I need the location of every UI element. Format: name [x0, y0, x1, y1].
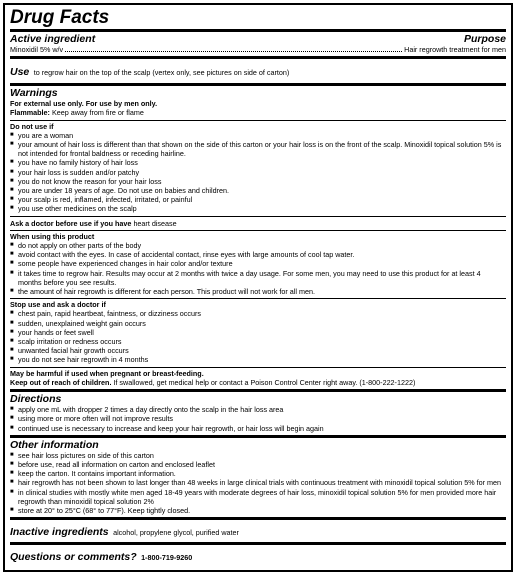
list-item: ■ continued use is necessary to increase and keep your hair regrowth, or hair loss will begin again: [10, 424, 506, 433]
list-item: ■ using more or more often will not improve results: [10, 414, 506, 423]
stop-use-heading: Stop use and ask a doctor if: [10, 300, 106, 310]
warnings-heading: Warnings: [10, 87, 58, 100]
use-section: [10, 56, 506, 83]
keep-out-line: [10, 378, 506, 387]
list-item: ■ before use, read all information on carton and enclosed leaflet: [10, 460, 506, 469]
directions-list: [10, 405, 506, 433]
list-item: ■ in clinical studies with mostly white men aged 18-49 years with moderate degrees of hair loss, minoxidil topical solution 5% for men provided more hair regrowth than minoxidil topical solution 2%: [10, 488, 506, 506]
list-item: ■ avoid contact with the eyes. In case of accidental contact, rinse eyes with large amounts of cool tap water.: [10, 250, 506, 259]
stop-use-list: [10, 309, 506, 364]
inactive-ingredients-section: [10, 517, 506, 542]
ask-doctor-text: heart disease: [133, 218, 177, 228]
list-item: ■ sudden, unexplained weight gain occurs: [10, 319, 506, 328]
use-text: to regrow hair on the top of the scalp (vertex only, see pictures on side of carton): [33, 68, 290, 78]
flammable-label: Flammable:: [10, 108, 50, 118]
flammable-line: [10, 108, 506, 117]
inactive-ingredients-heading: Inactive ingredients: [10, 526, 109, 539]
do-not-use-section: [10, 120, 506, 216]
keep-out-text: If swallowed, get medical help or contact a Poison Control Center right away. (1-800-222-1222): [113, 377, 416, 387]
do-not-use-list: [10, 131, 506, 214]
active-ingredient-name: Minoxidil 5% w/v: [10, 45, 64, 54]
list-item: ■ you have no family history of hair loss: [10, 158, 506, 167]
pregnancy-warning: May be harmful if used when pregnant or breast-feeding.: [10, 368, 204, 378]
when-using-heading: When using this product: [10, 231, 95, 241]
list-item: ■ your amount of hair loss is different than that shown on the side of this carton or your hair loss is on the front of the scalp. Minoxidil topical solution 5% is not intended for frontal baldness or receding hairline.: [10, 140, 506, 158]
when-using-list: [10, 241, 506, 296]
ask-doctor-label: Ask a doctor before use if you have: [10, 218, 132, 228]
inactive-ingredients-text: alcohol, propylene glycol, purified water: [113, 528, 239, 538]
external-use-line: For external use only. For use by men only.: [10, 99, 158, 109]
active-ingredient-section: [10, 29, 506, 56]
drug-facts-title: Drug Facts: [10, 7, 110, 28]
list-item: ■ some people have experienced changes in hair color and/or texture: [10, 259, 506, 268]
warnings-section: [10, 83, 506, 119]
list-item: ■ store at 20° to 25°C (68° to 77°F). Keep tightly closed.: [10, 506, 506, 515]
ask-doctor-section: [10, 216, 506, 230]
list-item: ■ apply one mL with dropper 2 times a day directly onto the scalp in the hair loss area: [10, 405, 506, 414]
when-using-section: [10, 230, 506, 298]
drug-facts-panel: [3, 3, 513, 572]
directions-section: [10, 389, 506, 435]
other-information-section: [10, 435, 506, 517]
list-item: ■ see hair loss pictures on side of this carton: [10, 451, 506, 460]
list-item: ■ you use other medicines on the scalp: [10, 204, 506, 213]
leader-dots: [65, 51, 402, 52]
list-item: ■ you do not see hair regrowth in 4 months: [10, 355, 506, 364]
list-item: ■ the amount of hair regrowth is different for each person. This product will not work for all men.: [10, 287, 506, 296]
purpose-text: Hair regrowth treatment for men: [404, 45, 506, 54]
questions-heading: Questions or comments?: [10, 551, 137, 564]
list-item: ■ you do not know the reason for your hair loss: [10, 177, 506, 186]
list-item: ■ you are a woman: [10, 131, 506, 140]
pregnancy-section: [10, 367, 506, 389]
active-ingredient-heading: Active ingredient: [10, 33, 96, 45]
list-item: ■ your scalp is red, inflamed, infected, irritated, or painful: [10, 195, 506, 204]
questions-section: [10, 542, 506, 567]
list-item: ■ do not apply on other parts of the body: [10, 241, 506, 250]
keep-out-label: Keep out of reach of children.: [10, 377, 112, 387]
list-item: ■ you are under 18 years of age. Do not use on babies and children.: [10, 186, 506, 195]
other-information-list: [10, 451, 506, 515]
list-item: ■ keep the carton. It contains important information.: [10, 469, 506, 478]
list-item: ■ your hair loss is sudden and/or patchy: [10, 168, 506, 177]
other-information-heading: Other information: [10, 438, 99, 451]
list-item: ■ scalp irritation or redness occurs: [10, 337, 506, 346]
list-item: ■ unwanted facial hair growth occurs: [10, 346, 506, 355]
list-item: ■ hair regrowth has not been shown to last longer than 48 weeks in large clinical trials with continuous treatment with minoxidil topical solution 5% for men: [10, 478, 506, 487]
do-not-use-heading: Do not use if: [10, 121, 54, 131]
list-item: ■ it takes time to regrow hair. Results may occur at 2 months with twice a day usage. For some men, you may need to use this product for at least 4 months before you see results.: [10, 269, 506, 287]
stop-use-section: [10, 298, 506, 366]
directions-heading: Directions: [10, 393, 62, 406]
flammable-text: Keep away from fire or flame: [51, 108, 144, 118]
list-item: ■ your hands or feet swell: [10, 328, 506, 337]
use-heading: Use: [10, 66, 30, 79]
list-item: ■ chest pain, rapid heartbeat, faintness, or dizziness occurs: [10, 309, 506, 318]
questions-phone: 1-800-719-9260: [141, 553, 193, 563]
purpose-heading: Purpose: [463, 33, 506, 45]
